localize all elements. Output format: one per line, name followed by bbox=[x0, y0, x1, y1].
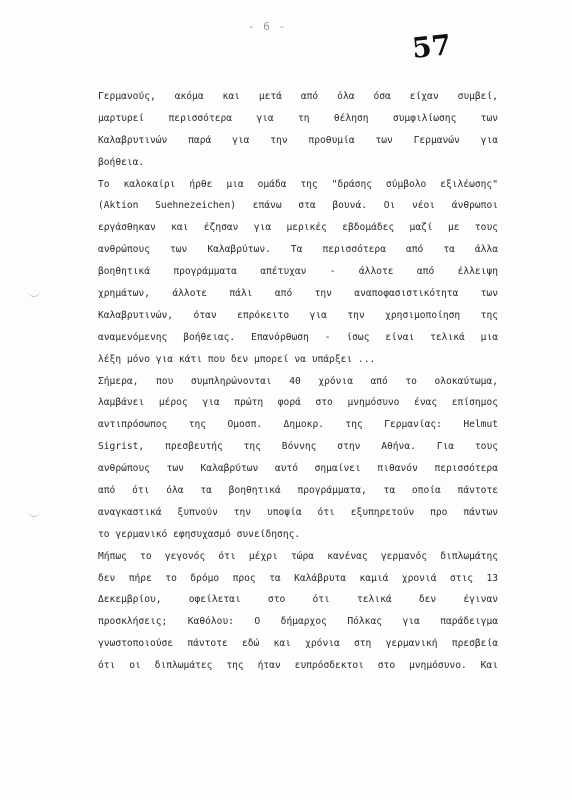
text-line: αναγκαστικά ξυπνούν την υποψία ότι εξυπηρετούν προ πάντων bbox=[98, 506, 498, 518]
text-line: Μήπως το γεγονός ότι μέχρι τώρα κανένας γερμανός διπλωμάτης bbox=[98, 550, 498, 562]
text-line: ότι οι διπλωμάτες της ήταν ευπρόσδεκτοι στο μνημόσυνο. Και bbox=[98, 660, 498, 672]
punch-hole-mark bbox=[28, 508, 40, 517]
body-text bbox=[98, 86, 498, 677]
text-line: αναμενόμενης βοήθειας. Επανόρθωση - ίσως είναι τελικά μια bbox=[98, 331, 498, 343]
text-line: ανθρώπους των Καλαβρύτων αυτό σημαίνει πιθανόν περισσότερα bbox=[98, 463, 498, 475]
text-line: ανθρώπους των Καλαβρύτων. Τα περισσότερα από τα άλλα bbox=[98, 244, 498, 256]
text-line: από ότι όλα τα βοηθητικά προγράμματα, τα οποία πάντοτε bbox=[98, 485, 498, 497]
text-line: λέξη μόνο για κάτι που δεν μπορεί να υπάρξει ... bbox=[98, 353, 376, 365]
text-line: Sigrist, πρεσβευτής της Βόννης στην Αθήνα. Για τους bbox=[98, 441, 498, 453]
text-line: δεν πήρε το δρόμο προς τα Καλάβρυτα καμιά χρονιά στις 13 bbox=[98, 572, 498, 584]
text-line: λαμβάνει μέρος για πρώτη φορά στο μνημόσυνο ένας επίσημος bbox=[98, 397, 498, 409]
text-line: Δεκεμβρίου, οφείλεται στο ότι τελικά δεν έγιναν bbox=[98, 594, 498, 606]
text-line: προσκλήσεις; Καθόλου: Ο δήμαρχος Πόλκας για παράδειγμα bbox=[98, 616, 498, 628]
page-number: - 6 - bbox=[248, 20, 287, 33]
text-line: βοήθεια. bbox=[98, 156, 145, 168]
text-line: εργάσθηκαν και έζησαν για μερικές εβδομάδες μαζί με τους bbox=[98, 222, 498, 234]
punch-hole-mark bbox=[28, 288, 40, 297]
text-line: αντιπρόσωπος της Ομοσπ. Δημοκρ. της Γερμανίας: Helmut bbox=[98, 419, 498, 431]
text-line: Καλαβρυτινών, όταν επρόκειτο για την χρησιμοποίηση της bbox=[98, 309, 498, 321]
text-line: Καλαβρυτινών παρά για την προθυμία των Γερμανών για bbox=[98, 134, 498, 146]
text-line: μαρτυρεί περισσότερα για τη θέληση συμφιλίωσης των bbox=[98, 112, 498, 124]
text-line: Το καλοκαίρι ήρθε μια ομάδα της "δράσης σύμβολο εξιλέωσης" bbox=[98, 178, 498, 190]
text-line: το γερμανικό εφησυχασμό συνείδησης. bbox=[98, 528, 301, 540]
text-line: χρημάτων, άλλοτε πάλι από την αναποφασιστικότητα των bbox=[98, 288, 498, 300]
text-line: (Aktion Suehnezeichen) επάνω στα βουνά. Οι νέοι άνθρωποι bbox=[98, 200, 498, 212]
text-line: Γερμανούς, ακόμα και μετά από όλα όσα είχαν συμβεί, bbox=[98, 91, 498, 102]
text-line: γνωστοποιούσε πάντοτε εδώ και χρόνια στη γερμανική πρεσβεία bbox=[98, 638, 498, 650]
handwritten-page-number: 57 bbox=[410, 28, 453, 65]
text-line: βοηθητικά προγράμματα απέτυχαν - άλλοτε από έλλειψη bbox=[98, 266, 498, 278]
text-line: Σήμερα, που συμπληρώνονται 40 χρόνια από το ολοκαύτωμα, bbox=[98, 375, 498, 387]
